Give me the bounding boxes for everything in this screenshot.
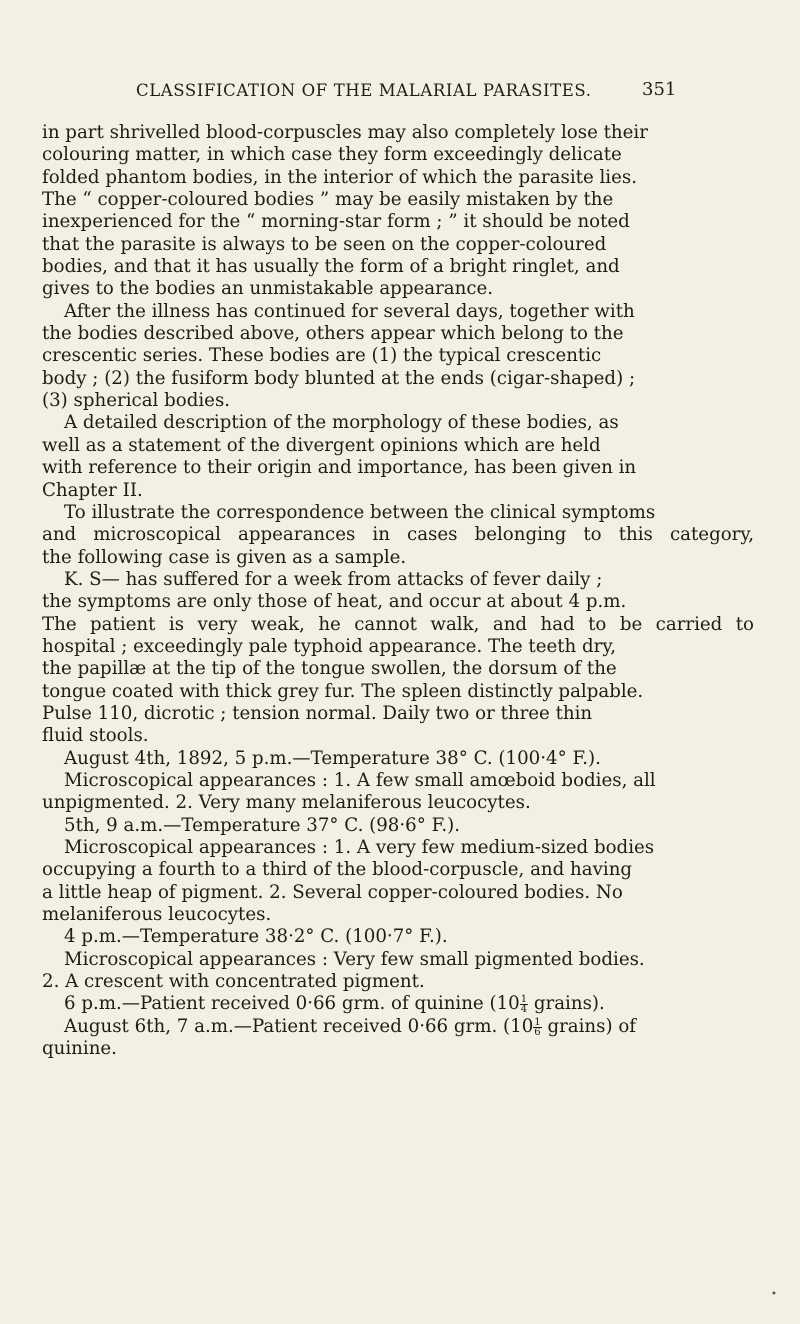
line-text: body ; (2) the fusiform body blunted at the ends (cigar-shaped) ; xyxy=(42,367,636,389)
text-line xyxy=(42,189,754,211)
line-text: quinine. xyxy=(42,1038,117,1060)
line-text: K. S— has suffered for a week from attacks of fever daily ; xyxy=(64,568,603,590)
text-line xyxy=(42,323,754,345)
text-line xyxy=(42,234,754,256)
line-text: crescentic series. These bodies are (1) the typical crescentic xyxy=(42,345,602,367)
line-text: The patient is very weak, he cannot walk, and had to be carried to xyxy=(42,613,754,635)
text-line xyxy=(42,949,754,971)
line-text: the symptoms are only those of heat, and occur at about 4 p.m. xyxy=(42,591,627,613)
line-text: and microscopical appearances in cases belonging to this category, xyxy=(42,524,754,546)
body-text xyxy=(42,122,754,1060)
text-line xyxy=(42,1038,754,1060)
line-text: a little heap of pigment. 2. Several copper-coloured bodies. No xyxy=(42,881,623,903)
fraction-denominator: 6 xyxy=(534,1026,541,1038)
line-text: colouring matter, in which case they form exceedingly delicate xyxy=(42,144,622,166)
text-line xyxy=(42,792,754,814)
text-line xyxy=(42,278,754,300)
text-line xyxy=(42,882,754,904)
line-text: August 4th, 1892, 5 p.m.—Temperature 38° C. (100·4° F.). xyxy=(64,747,601,769)
bottom-mark: • xyxy=(771,1289,777,1300)
text-line xyxy=(42,859,754,881)
text-line xyxy=(42,412,754,434)
line-text: Chapter II. xyxy=(42,479,143,501)
text-line xyxy=(42,368,754,390)
line-text: inexperienced for the “ morning-star form ; ” it should be noted xyxy=(42,211,630,233)
text-line xyxy=(42,435,754,457)
line-text: well as a statement of the divergent opinions which are held xyxy=(42,434,601,456)
line-text: Microscopical appearances : 1. A very few medium-sized bodies xyxy=(64,837,655,858)
text-line xyxy=(42,904,754,926)
text-line xyxy=(42,837,754,859)
text-line xyxy=(42,144,754,166)
text-line xyxy=(42,636,754,658)
text-line xyxy=(42,345,754,367)
line-text: Microscopical appearances : 1. A few small amœboid bodies, all xyxy=(64,769,656,791)
text-line xyxy=(42,301,754,323)
text-line xyxy=(42,167,754,189)
line-text: (3) spherical bodies. xyxy=(42,390,231,412)
line-text: unpigmented. 2. Very many melaniferous leucocytes. xyxy=(42,792,531,814)
line-text: hospital ; exceedingly pale typhoid appearance. The teeth dry, xyxy=(42,635,617,657)
text-line xyxy=(42,614,754,636)
text-line xyxy=(42,547,754,569)
line-text: the papillæ at the tip of the tongue swollen, the dorsum of the xyxy=(42,658,617,680)
text-line xyxy=(42,993,754,1015)
line-text: in part shrivelled blood-corpuscles may also completely lose their xyxy=(42,122,648,143)
text-line xyxy=(42,211,754,233)
text-line xyxy=(42,569,754,591)
line-text: the bodies described above, others appear which belong to the xyxy=(42,323,624,345)
text-line xyxy=(42,971,754,993)
line-text: To illustrate the correspondence between the clinical symptoms xyxy=(64,501,656,523)
text-line xyxy=(42,591,754,613)
line-text: August 6th, 7 a.m.—Patient received 0·66 grm. (10 xyxy=(64,1015,534,1037)
text-line xyxy=(42,815,754,837)
text-line xyxy=(42,1016,754,1038)
text-line xyxy=(42,926,754,948)
line-text: 6 p.m.—Patient received 0·66 grm. of quinine (10 xyxy=(64,993,520,1015)
line-text: occupying a fourth to a third of the blood-corpuscle, and having xyxy=(42,859,633,881)
fraction-numerator: 1 xyxy=(534,1016,541,1028)
text-line xyxy=(42,524,754,546)
line-text: that the parasite is always to be seen on the copper-coloured xyxy=(42,233,607,255)
page-number: 351 xyxy=(642,79,677,100)
line-text: 4 p.m.—Temperature 38·2° C. (100·7° F.). xyxy=(64,926,448,948)
line-text: Microscopical appearances : Very few small pigmented bodies. xyxy=(64,948,645,970)
line-text: The “ copper-coloured bodies ” may be easily mistaken by the xyxy=(42,189,614,211)
text-line xyxy=(42,725,754,747)
text-line xyxy=(42,658,754,680)
line-text: After the illness has continued for several days, together with xyxy=(64,300,635,322)
line-text: 2. A crescent with concentrated pigment. xyxy=(42,971,425,993)
line-text: gives to the bodies an unmistakable appearance. xyxy=(42,278,494,300)
text-line xyxy=(42,770,754,792)
line-text-after: grains) of xyxy=(541,1015,637,1037)
line-text: the following case is given as a sample. xyxy=(42,546,407,568)
fraction xyxy=(520,995,528,1014)
line-text: folded phantom bodies, in the interior of which the parasite lies. xyxy=(42,166,638,188)
text-line xyxy=(42,122,754,144)
text-line xyxy=(42,457,754,479)
line-text: 5th, 9 a.m.—Temperature 37° C. (98·6° F.). xyxy=(64,814,461,836)
line-text: A detailed description of the morphology of these bodies, as xyxy=(64,412,619,434)
line-text: Pulse 110, dicrotic ; tension normal. Daily two or three thin xyxy=(42,702,593,724)
line-text: melaniferous leucocytes. xyxy=(42,904,272,926)
line-text: tongue coated with thick grey fur. The spleen distinctly palpable. xyxy=(42,680,644,702)
text-line xyxy=(42,256,754,278)
text-line xyxy=(42,703,754,725)
fraction-numerator: 1 xyxy=(520,994,528,1006)
line-text: fluid stools. xyxy=(42,725,149,747)
running-head-title: CLASSIFICATION OF THE MALARIAL PARASITES. xyxy=(136,81,592,100)
text-line xyxy=(42,681,754,703)
line-text: with reference to their origin and importance, has been given in xyxy=(42,457,637,479)
line-text: bodies, and that it has usually the form of a bright ringlet, and xyxy=(42,256,620,278)
text-line xyxy=(42,748,754,770)
text-line xyxy=(42,480,754,502)
fraction-denominator: 4 xyxy=(520,1004,528,1016)
text-line xyxy=(42,390,754,412)
fraction xyxy=(533,1018,541,1037)
text-line xyxy=(42,502,754,524)
line-text-after: grains). xyxy=(528,993,605,1015)
